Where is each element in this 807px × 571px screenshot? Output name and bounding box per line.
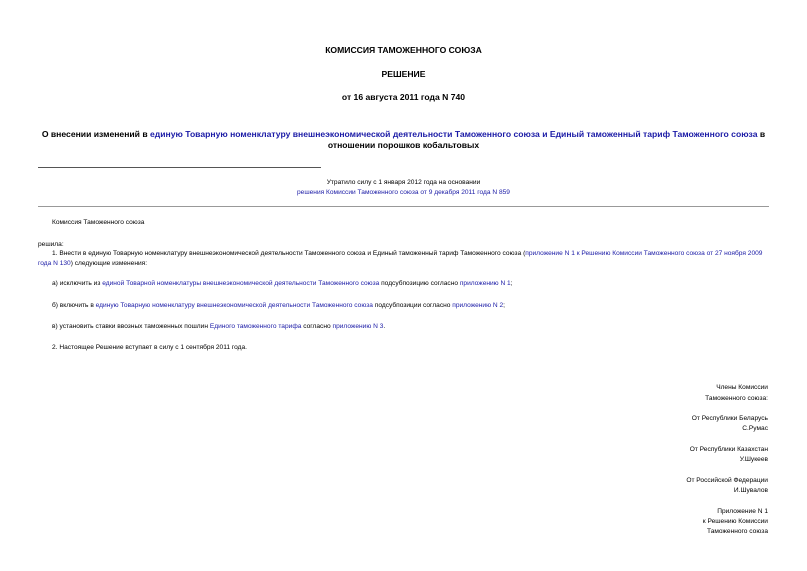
- item-1-link[interactable]: приложение N 1 к Решению Комиссии Таможенного союза от 27 ноября 2009 года N 130: [38, 250, 763, 267]
- members-label-1: Члены Комиссии: [716, 384, 768, 391]
- item-1-text-end: ) следующие изменения:: [70, 260, 148, 267]
- title-text-end: в отношении порошков кобальтовых: [327, 129, 766, 150]
- doc-date-heading: от 16 августа 2011 года N 740: [341, 92, 466, 102]
- title-text-start: О внесении изменений в: [41, 129, 151, 139]
- status-note-link[interactable]: решения Комиссии Таможенного союза от 9 декабря 2011 года N 859: [297, 189, 510, 196]
- kazakhstan-signatory: У.Шукеев: [739, 456, 768, 463]
- item-a-text-2: подсубпозицию согласно: [379, 280, 460, 287]
- doc-type-heading: РЕШЕНИЕ: [381, 69, 426, 79]
- item-a-paragraph: [38, 279, 783, 289]
- title-link-nomenclature[interactable]: единую Товарную номенклатуру внешнеэкономической деятельности Таможенного союза и Единый таможенный тариф Таможенного союза: [150, 129, 758, 139]
- item-a-text-1: а) исключить из: [52, 280, 103, 287]
- item-2-paragraph: 2. Настоящее Решение вступает в силу с 1 сентября 2011 года.: [52, 344, 247, 351]
- decided-paragraph: решила:: [38, 241, 64, 248]
- item-c-text-3: .: [383, 323, 386, 330]
- title-divider: [38, 167, 321, 168]
- item-c-paragraph: [38, 322, 783, 332]
- item-b-link-appendix[interactable]: приложению N 2: [452, 302, 504, 309]
- belarus-signatory: С.Румас: [742, 425, 768, 432]
- item-c-link-appendix[interactable]: приложению N 3: [332, 323, 384, 330]
- item-b-paragraph: [38, 301, 783, 311]
- item-b-text-1: б) включить в: [52, 302, 96, 309]
- members-label-2: Таможенного союза:: [705, 395, 768, 402]
- appendix-line-2: к Решению Комиссии: [702, 518, 768, 525]
- status-note-link-wrap: [0, 188, 807, 197]
- appendix-line-1: Приложение N 1: [717, 508, 768, 515]
- org-heading: КОМИССИЯ ТАМОЖЕННОГО СОЮЗА: [325, 45, 482, 55]
- item-b-text-3: ;: [503, 302, 505, 309]
- appendix-line-3: Таможенного союза: [707, 528, 768, 535]
- russia-signatory: И.Шувалов: [733, 487, 768, 494]
- item-c-text-2: согласно: [301, 323, 333, 330]
- item-a-text-3: ;: [510, 280, 513, 287]
- item-c-link-tariff[interactable]: Единого таможенного тарифа: [209, 323, 302, 330]
- item-a-link-appendix[interactable]: приложению N 1: [459, 280, 511, 287]
- item-b-link-nomenclature[interactable]: единую Товарную номенклатуру внешнеэкономической деятельности Таможенного союза: [95, 302, 373, 309]
- item-c-text-1: в) установить ставки ввозных таможенных пошлин: [52, 323, 210, 330]
- commission-paragraph: Комиссия Таможенного союза: [52, 219, 145, 226]
- status-note-line: Утратило силу с 1 января 2012 года на основании: [326, 179, 481, 186]
- note-divider: [38, 206, 769, 207]
- belarus-label: От Республики Беларусь: [691, 415, 768, 422]
- document-title: [40, 129, 767, 151]
- item-1-text-start: 1. Внести в единую Товарную номенклатуру внешнеэкономической деятельности Таможенного союза и Единый таможенный тариф Таможенного союза (: [52, 250, 526, 257]
- kazakhstan-label: От Республики Казахстан: [689, 446, 768, 453]
- russia-label: От Российской Федерации: [686, 477, 768, 484]
- item-a-link-nomenclature[interactable]: единой Товарной номенклатуры внешнеэкономической деятельности Таможенного союза: [102, 280, 380, 287]
- item-b-text-2: подсубпозиции согласно: [372, 302, 453, 309]
- item-1-paragraph: [38, 249, 769, 269]
